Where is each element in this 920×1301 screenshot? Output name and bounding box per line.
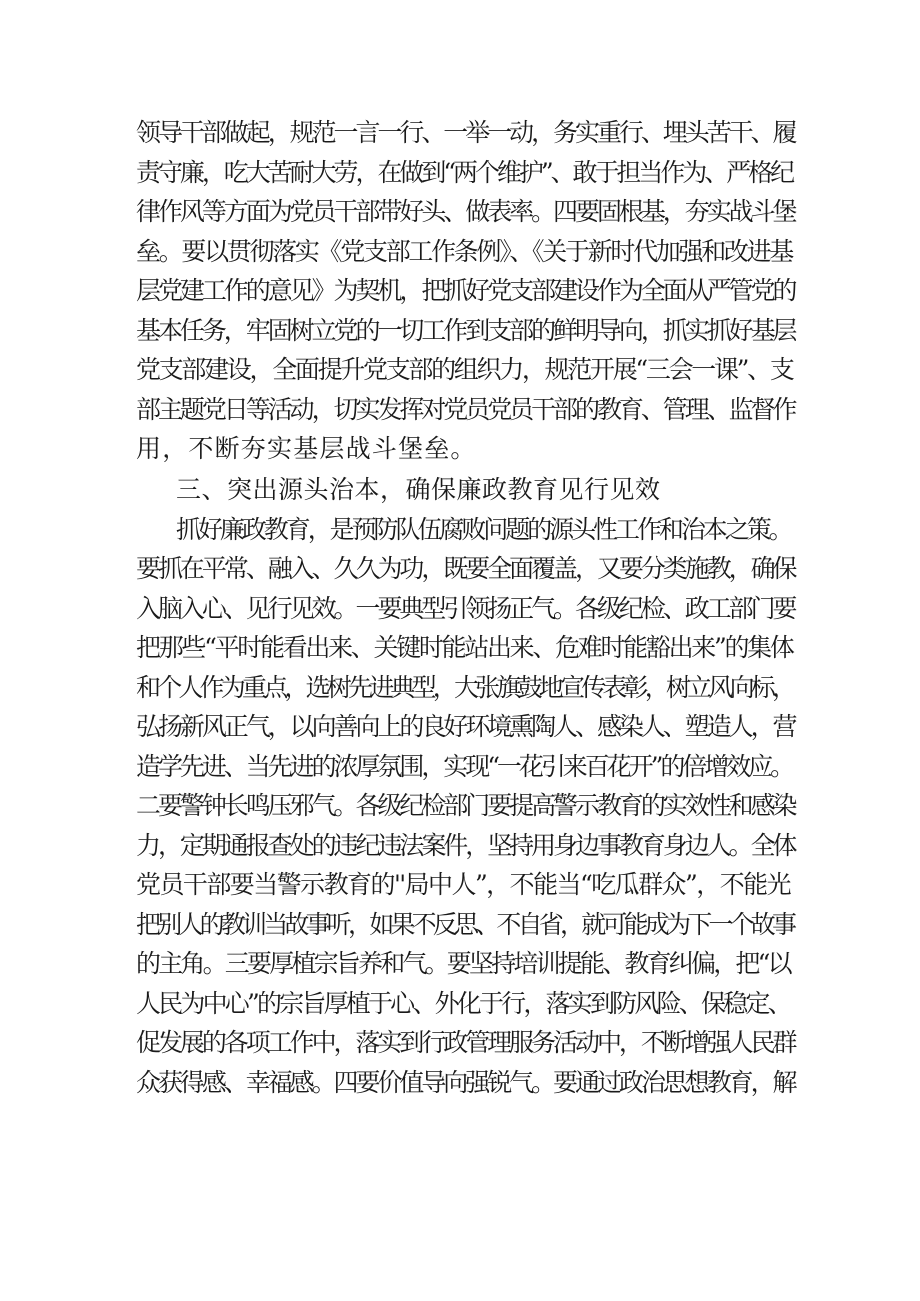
body-text-line: 把那些“平时能看出来、关键时能站出来、危难时能豁出来”的集体 [136, 633, 793, 662]
body-text-line: 基本任务，牢固树立党的一切工作到支部的鲜明导向，抓实抓好基层 [136, 316, 795, 345]
body-text-line: 领导干部做起，规范一言一行、一举一动，务实重行、埋头苦干、履 [136, 118, 795, 147]
body-text-line: 党员干部要当警示教育的''局中人”，不能当“吃瓜群众”，不能光 [136, 870, 791, 899]
body-text-line: 垒。要以贯彻落实《党支部工作条例》、《关于新时代加强和改进基 [136, 237, 793, 266]
body-text-line: 人民为中心”的宗旨厚植于心、外化于行，落实到防风险、保稳定、 [136, 989, 790, 1018]
body-text-line: 造学先进、当先进的浓厚氛围，实现“一花引来百花开”的倍增效应。 [136, 752, 793, 781]
body-text-line: 入脑入心、见行见效。一要典型引领扬正气。各级纪检、政工部门要 [136, 594, 795, 623]
body-text-line: 责守廉，吃大苦耐大劳，在做到“两个维护”、敢于担当作为、严格纪 [136, 158, 793, 187]
body-text-line: 弘扬新风正气，以向善向上的良好环境熏陶人、感染人、塑造人，营 [136, 712, 795, 741]
section-heading: 三、突出源头治本，确保廉政教育见行见效 [176, 475, 661, 504]
body-text-line: 众获得感、幸福感。四要价值导向强锐气。要通过政治思想教育，解 [136, 1068, 795, 1097]
body-text-line: 力，定期通报查处的违纪违法案件，坚持用身边事教育身边人。全体 [136, 831, 795, 860]
body-text-line: 促发展的各项工作中，落实到行政管理服务活动中，不断增强人民群 [136, 1028, 795, 1057]
body-text-line: 要抓在平常、融入、久久为功，既要全面覆盖，又要分类施教，确保 [136, 554, 795, 583]
body-text-line: 和个人作为重点，选树先进典型，大张旗鼓地宣传表彰，树立风向标， [136, 673, 794, 702]
body-text-line: 用，不断夯实基层战斗堡垒。 [136, 434, 477, 463]
body-text-line: 把别人的教训当故事听，如果不反思、不自省，就可能成为下一个故事 [136, 910, 794, 939]
body-text-line: 部主题党日等活动，切实发挥对党员党员干部的教育、管理、监督作 [136, 395, 795, 424]
body-text-line: 的主角。三要厚植宗旨养和气。要坚持培训提能、教育纠偏，把“以 [136, 949, 790, 978]
body-text-line: 律作风等方面为党员干部带好头、做表率。四要固根基，夯实战斗堡 [136, 197, 795, 226]
body-text-line: 层党建工作的意见》为契机，把抓好党支部建设作为全面从严管党的 [136, 276, 795, 305]
body-text-line: 二要警钟长鸣压邪气。各级纪检部门要提高警示教育的实效性和感染 [136, 791, 795, 820]
body-text-line: 抓好廉政教育，是预防队伍腐败问题的源头性工作和治本之策。 [176, 515, 791, 544]
body-text-line: 党支部建设，全面提升党支部的组织力，规范开展“三会一课”、支 [136, 355, 793, 384]
